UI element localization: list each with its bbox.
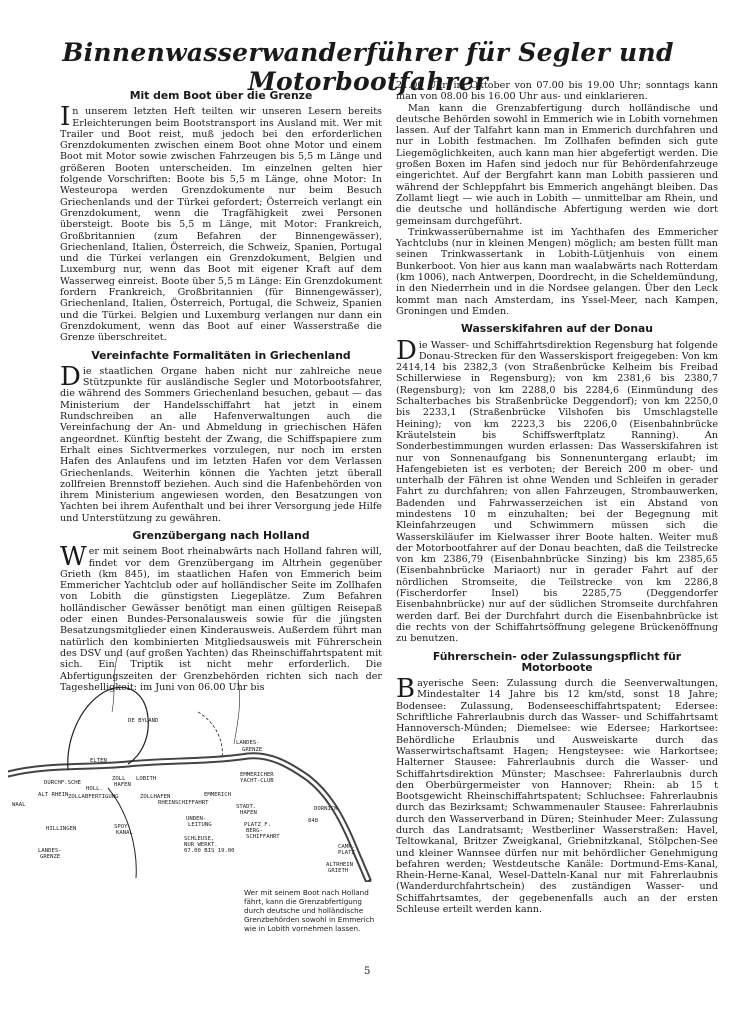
map-label: ALT RHEIN <box>38 792 69 798</box>
map-label: SPOY- <box>114 824 131 830</box>
map-label: ZOLL <box>112 776 126 782</box>
map-label: EMMERICH <box>204 792 231 798</box>
map-label: KANAL <box>116 830 133 836</box>
map-label: HILLINGEN <box>46 826 77 832</box>
map-label: DE BYLAND <box>128 718 159 724</box>
map-label: LOBITH <box>136 776 157 782</box>
map-label: CAMP. <box>338 844 355 850</box>
map-label: LANDES- <box>236 740 260 746</box>
article-paragraph: In unserem letzten Heft teilten wir unseren Lesern bereits Erleichterungen beim Bootstransport ins Ausland mit. Wer mit Trailer und Boot reist, muß jedoch bei den erforderlichen Grenzdokumenten zwischen einem Boot ohne Motor und einem Boot mit Motor sowie zwischen Fahrzeugen bis 5,5 m Länge und größeren Booten unterscheiden. Im einzelnen gelten hier folgende Vorschriften: Boote bis 5,5 m Länge, ohne Motor: In Westeuropa werden Grenzdokumente nur beim Besuch Griechenlands und der Türkei gefordert; Österreich verlangt ein Grenzdokument, wenn die Tragfähigkeit zwei Personen übersteigt. Boote bis 5,5 m Länge, mit Motor: Frankreich, Großbritannien (zum Befahren der Binnengewässer), Griechenland, Italien, Österreich, die Schweiz, Spanien, Portugal und die Türkei verlangen ein Grenzdokument, Belgien und Luxemburg nur, wenn das Boot mit eigener Kraft auf dem Wasserweg einreist. Boote über 5,5 m Länge: Ein Grenzdokument fordern Frankreich, Großbritannien (für Binnengewässer), Griechenland, Italien, Österreich, Portugal, die Schweiz, Spanien und die Türkei. Belgien und Luxemburg verlangen nur dann ein Grenzdokument, wenn das Boot auf einer Wasserstraße die Grenze überschreitet. <box>60 102 382 344</box>
map-label: PLATZ F. <box>244 822 271 828</box>
article-paragraph: Man kann die Grenzabfertigung durch holländische und deutsche Behörden sowohl in Emmerich wie in Lobith vornehmen lassen. Auf der Talfahrt kann man in Emmerich durchfahren und nur in Lobith festmachen. Im Zollhafen befinden sich gute Liegemöglichkeiten, auch kann man hier abgefertigt werden. Die großen Boxen im Hafen sind jedoch nur für Behördenfahrzeuge eingerichtet. Auf der Bergfahrt kann man Lobith passieren und während der Schleppfahrt bis Emmerich angehängt bleiben. Das Zollamt liegt — wie auch in Lobith — unmittelbar am Rhein, und die deutsche und holländische Abfertigung werden wie dort gemeinsam durchgeführt. <box>396 102 718 227</box>
section-heading: Wasserskifahren auf der Donau <box>461 322 653 336</box>
article-paragraph: 21.00 Uhr, im Oktober von 07.00 bis 19.00 Uhr; sonntags kann man von 08.00 bis 16.00 Uhr aus- und einklarieren. <box>396 80 718 103</box>
map-label: UNDEN- <box>186 816 207 822</box>
map-label: WAAL <box>12 802 26 808</box>
left-column <box>60 84 382 693</box>
map-label: 07.00 BIS 19.00 <box>184 848 235 854</box>
map-label: GRENZE <box>242 747 263 753</box>
map-label: HOLL. <box>86 786 103 792</box>
article-paragraph: Bayerische Seen: Zulassung durch die Seenverwaltungen, Mindestalter 14 Jahre bis 12 km/std, sonst 18 Jahre; Bodensee: Zulassung, Bodenseeschiffahrtspatent; Edersee: Schriftliche Fahrerlaubnis durch das Wasser- und Schiffahrtsamt Hannoversch-Münden; Diemelsee: wie Edersee; Harkortsee: Behördliche Erlaubnis und Ausweiskarte durch das Wasserwirtschaftsamt Hagen; Hengsteysee: wie Harkortsee; Halterner Stausee: Fahrerlaubnis durch die Wasser- und Schiffahrtsdirektion Münster; Maschsee: Fahrerlaubnis durch den Oberbürgermeister von Hannover; Rhein: ab 15 t Bootsgewicht Rheinschiffahrtspatent; Schluchsee: Fahrerlaubnis durch das Bezirksamt; Schwammenauler Stausee: Fahrerlaubnis durch den Wasserverband in Düren; Steinhuder Meer: Zulassung durch das Landratsamt; Westberliner Wasserstraßen: Havel, Teltowkanal, Britzer Zweigkanal, Griebnitzkanal, Stölpchen-See und kleiner Wannsee dürfen nur mit behördlicher Genehmigung befahren werden; Westdeutsche Kanäle: Dortmund-Ems-Kanal, Rhein-Herne-Kanal, Wesel-Datteln-Kanal nur mit Fahrerlaubnis (Wanderdurchfahrtschein) des zuständigen Wasser- und Schiffahrtsamtes, der gegebenenfalls auch an der ersten Schleuse erteilt werden kann. <box>396 674 718 916</box>
map-label: DORNICK <box>314 806 338 812</box>
section-heading: Grenzübergang nach Holland <box>132 528 310 542</box>
map-drawing <box>8 652 388 882</box>
map-label: YACHT-CLUB <box>240 778 274 784</box>
map-label: 848 <box>308 818 319 824</box>
map-label: SCHIFFAHRT <box>246 834 280 840</box>
section-heading: Vereinfachte Formalitäten in Griechenland <box>91 348 351 362</box>
page-number: 5 <box>364 966 371 977</box>
section-heading: Führerschein- oder Zulassungspflicht für Motorboote <box>432 649 682 674</box>
map-label: PLATZ <box>338 850 355 856</box>
article-paragraph: Die Wasser- und Schiffahrtsdirektion Regensburg hat folgende Donau-Strecken für den Wasserskisport freigegeben: Von km 2414,14 bis 2382,3 (von Straßenbrücke Kelheim bis Freibad Schillerwiese in Regensburg); von km 2381,6 bis 2380,7 (Regensburg); von km 2288,0 bis 2284,6 (Einmündung des Schalterbaches bis Straßenbrücke Deggendorf); von km 2250,0 bis 2233,1 (Straßenbrücke Vilshofen bis Umschlagstelle Heining); von km 2223,3 bis 2206,0 (Eisenbahnbrücke Kräutelstein bis Schiffswerftplatz Ranning). An Sonderbestimmungen wurden erlassen: Das Wasserskifahren ist nur von Sonnenaufgang bis Sonnenuntergang erlaubt; im Hafengebieten ist es verboten; der Bereich 200 m ober- und unterhalb der Fähren ist ohne Wenden und Schleifen in gerader Fahrt zu durchfahren; von allen Fahrzeugen, Strombauwerken, Badenden und Fahrwasserzeichen ist ein Abstand von mindestens 10 m einzuhalten; bei der Begegnung mit Kleinfahrzeugen und Schwimmern müssen sich die Wasserskiläufer im Kielwasser ihrer Boote halten. Weiter muß der Motorbootfahrer auf der Donau beachten, daß die Teilstrecke von km 2386,79 (Eisenbahnbrücke Sinzing) bis km 2385,65 (Eisenbahnbrücke Mariaort) nur in gerader Fahrt auf der nördlichen Stromseite, die Teilstrecke von km 2286,8 (Fischerdorfer Insel) bis 2285,75 (Deggendorfer Eisenbahnbrücke) nur auf der südlichen Stromseite durchfahren werden darf. Bei der Durchfahrt durch die Eisenbahnbrücke ist die rechts von der Schiffahrtsöffnung gelegene Brückenöffnung zu benutzen. <box>396 335 718 645</box>
article-paragraph: Wer mit seinem Boot rheinabwärts nach Holland fahren will, findet vor dem Grenzübergang im Altrhein gegenüber Grieth (km 845), im staatlichen Hafen von Emmerich beim Emmericher Yachtclub oder auf holländischer Seite im Zollhafen von Lobith die günstigsten Liegeplätze. Zum Befahren holländischer Gewässer benötigt man einen gültigen Reisepaß oder einen Bundes-Personalausweis sowie für die jüngsten Besatzungsmitglieder einen Kinderausweis. Außerdem führt man natürlich den kombinierten Mitgliedsausweis mit Führerschein des DSV und (auf großen Yachten) das Rheinschiffahrtspatent mit sich. Ein Triptik ist nicht mehr erforderlich. Die Abfertigungszeiten der Grenzbehörden richten sich nach der Tageshelligkeit: im Juni von 06.00 Uhr bis <box>60 542 382 693</box>
article-paragraph: Trinkwasserübernahme ist im Yachthafen des Emmericher Yachtclubs (nur in kleinen Mengen) möglich; am besten füllt man seinen Trinkwassertank in Lobith-Lütjenhuis von einem Bunkerboot. Von hier aus kann man waalabwärts nach Rotterdam (km 1006), nach Antwerpen, Doordrecht, in die Scheldemündung, in den Niederrhein und in die Nordsee gelangen. Über den Leck kommt man nach Amsterdam, ins Yssel-Meer, nach Kampen, Groningen und Emden. <box>396 226 718 317</box>
map-label: DURCHF.SCHE <box>44 780 82 786</box>
map-label: GRIETH <box>328 868 349 874</box>
map-label: STADT. <box>236 804 257 810</box>
map-label: RHEINSCHIFFAHRT <box>158 800 209 806</box>
river-map <box>8 652 388 882</box>
map-label: BERG- <box>246 828 263 834</box>
map-label: ALTRHEIN <box>326 862 353 868</box>
map-label: NUR WERKT. <box>184 842 218 848</box>
page-title: Binnenwasserwanderführer für Segler und Motorbootfahrer <box>62 38 674 96</box>
map-label: ZOLLHAFEN <box>140 794 171 800</box>
map-label: HAFEN <box>240 810 257 816</box>
map-label: HAFEN <box>114 782 131 788</box>
article-paragraph: Die staatlichen Organe haben nicht nur zahlreiche neue Stützpunkte für ausländische Segler und Motorbootsfahrer, die während des Sommers Griechenland besuchen, gebaut — das Ministerium der Handelsschiffahrt hat jetzt in einem Rundschreiben an alle Hafenverwaltungen auch die Vereinfachung der An- und Abmeldung in griechischen Häfen angeordnet. Künftig besteht der Zwang, die Schiffspapiere zum Erhalt eines Sichtvermerkes vorzulegen, nur noch im ersten Hafen des Anlaufens und im letzten Hafen vor dem Verlassen Griechenlands. Weiterhin können die Yachten jetzt überall zollfreien Brennstoff beziehen. Auch sind die Hafenbehörden von ihrem Ministerium angewiesen worden, den Besatzungen von Yachten bei ihrem Aufenthalt und bei ihrer Versorgung jede Hilfe und Unterstützung zu gewähren. <box>60 361 382 524</box>
map-label: ZOLLABFERTIGUNG <box>68 794 119 800</box>
section-heading: Mit dem Boot über die Grenze <box>129 89 313 102</box>
right-column <box>396 80 718 915</box>
map-label: EMMERICHER <box>240 772 274 778</box>
map-label: GRENZE <box>40 854 61 860</box>
map-label: SCHLEUSE, <box>184 836 215 842</box>
map-label: ELTEN <box>90 758 107 764</box>
map-caption: Wer mit seinem Boot nach Holland fährt, kann die Grenzabfertigung durch deutsche und holländische Grenzbehörden sowohl in Emmerich wie in Lobith vornehmen lassen. <box>244 888 375 933</box>
map-label: LANDES- <box>38 848 62 854</box>
map-label: LEITUNG <box>188 822 212 828</box>
